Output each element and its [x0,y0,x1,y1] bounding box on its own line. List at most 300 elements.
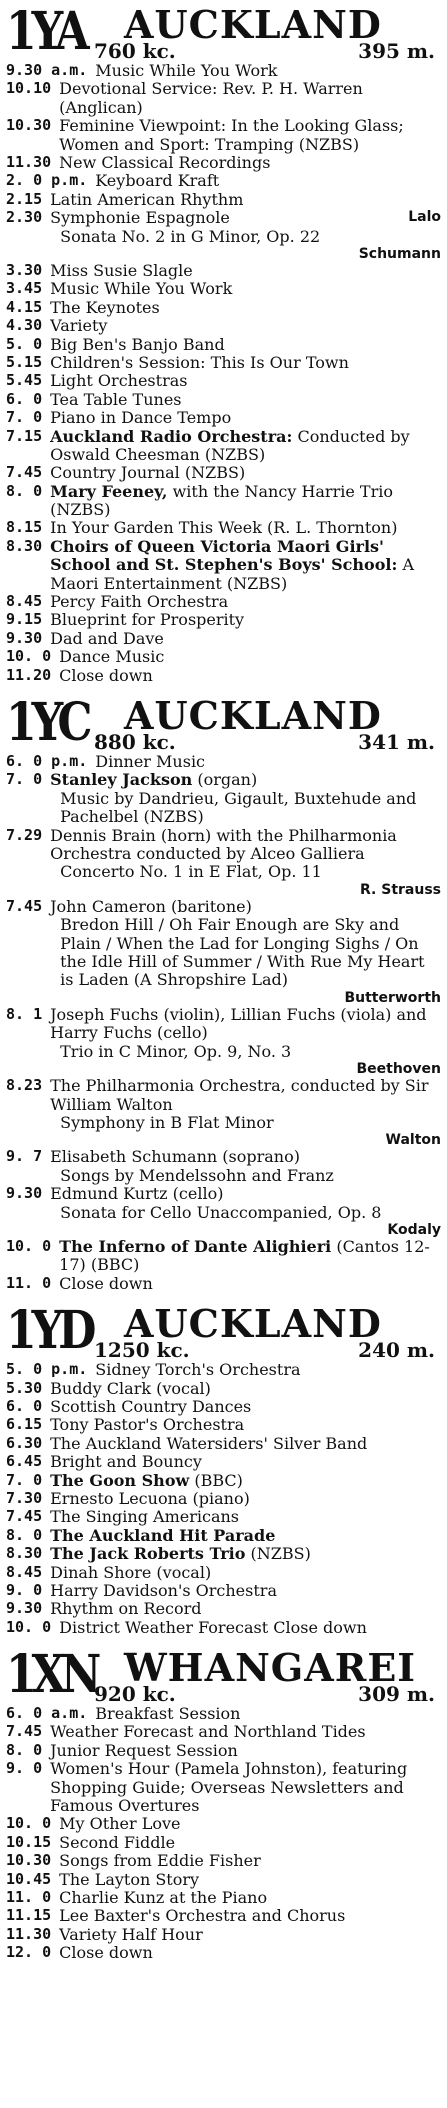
programme-item [6,1453,441,1471]
programme-item [6,1907,441,1925]
programme-time: 8. 1 [6,1004,43,1023]
programme-text [59,1852,441,1870]
programme-text [50,1398,441,1416]
programme-title [59,154,441,172]
programme-item [6,1760,441,1815]
programme-title-text: with the Nancy Harrie Trio (NZBS) [50,481,393,520]
programme-title-text: Percy Faith Orchestra [50,592,229,612]
programme-composer: Kodaly [387,1221,441,1238]
programme-time: 2.15 [6,189,43,208]
programme-item [6,1564,441,1582]
programme-item [6,1944,441,1962]
programme-detail: Sonata No. 2 in G Minor, Op. 22 [60,226,321,246]
programme-text [95,753,441,771]
station-frequency: 1250 kc. [94,1338,190,1363]
programme-title-text: Devotional Service: Rev. P. H. Warren (Anglican) [59,79,363,117]
programme-composer: Beethoven [356,1061,441,1078]
programme-item [6,428,441,465]
programme-title-bold: Mary Feeney, [50,481,168,501]
programme-text [50,372,441,390]
programme-text [50,391,441,409]
programme-title-text: Tea Table Tunes [50,389,182,409]
programme-time: 8.30 [6,1544,43,1563]
programme-item [6,1742,441,1760]
programme-time: 7.30 [6,1488,43,1507]
programme-title-text: New Classical Recordings [59,152,271,172]
programme-detail: Sonata for Cello Unaccompanied, Op. 8 [60,1202,382,1222]
programme-item [6,1871,441,1889]
programme-item [6,648,441,666]
programme-title-text: Big Ben's Banjo Band [50,334,225,354]
programme-title [50,1742,441,1760]
programme-title-text: Children's Session: This Is Our Town [50,352,349,372]
programme-text [59,117,441,154]
programme-time: 6.45 [6,1452,43,1471]
programme-text [50,538,441,593]
programme-text [50,1148,441,1185]
programme-title-text: Latin American Rhythm [50,189,244,209]
programme-title-text: Close down [59,1943,153,1963]
programme-title [50,1723,441,1741]
programme-detail: Songs by Mendelssohn and Franz [60,1165,334,1185]
programme-title-text: Songs from Eddie Fisher [59,1851,261,1871]
programme-title-text: Edmund Kurtz (cello) [50,1184,224,1204]
station-section [6,1300,441,1637]
programme-title [59,1871,441,1889]
programme-title [50,1148,441,1166]
programme-item [6,464,441,482]
programme-time: 9.30 [6,628,43,647]
programme-title-text: My Other Love [59,1814,181,1834]
programme-text [59,1275,441,1293]
programme-time: 7. 0 [6,770,43,789]
programme-text [59,80,441,117]
programme-text [50,1760,441,1815]
programme-title [50,1472,441,1490]
programme-title [50,209,441,227]
programme-item [6,1238,441,1275]
programme-item [6,1834,441,1852]
programme-time: 4.30 [6,316,43,335]
station-frequency: 880 kc. [94,729,176,754]
programme-text [50,611,441,629]
programme-title [50,771,441,789]
programme-time: 12. 0 [6,1943,52,1962]
programme-text [59,1889,441,1907]
programme-title-text: Dance Music [59,647,165,667]
programme-title-text: Feminine Viewpoint: In the Looking Glass; Women and Sport: Tramping (NZBS) [59,116,404,154]
programme-item [6,209,441,262]
programme-title-text: Charlie Kunz at the Piano [59,1887,268,1907]
station-frequency: 760 kc. [94,39,176,63]
programme-item [6,630,441,648]
programme-title-text: Harry Davidson's Orchestra [50,1580,277,1600]
programme-item [6,771,441,826]
programme-text [50,280,441,298]
programme-title-text: Dinah Shore (vocal) [50,1562,212,1582]
programme-text [50,1416,441,1434]
programme-detail: Trio in C Minor, Op. 9, No. 3 [60,1041,292,1061]
programme-title-bold: The Inferno of Dante Alighieri [59,1237,332,1257]
programme-title-text: Sidney Torch's Orchestra [95,1360,301,1380]
programme-title-text: Light Orchestras [50,371,188,391]
programme-title [59,1907,441,1925]
programme-item [6,538,441,593]
programme-text [50,299,441,317]
station-section [6,1,441,685]
programme-title-text: Tony Pastor's Orchestra [50,1415,245,1435]
programme-item [6,1926,441,1944]
programme-title [59,1889,441,1907]
programme-item [6,154,441,172]
programme-text [59,1834,441,1852]
programme-title-text: Country Journal (NZBS) [50,463,246,483]
programme-text [50,1490,441,1508]
programme-time: 11.15 [6,1906,52,1925]
station-header [6,691,441,754]
programme-time: 10. 0 [6,1237,52,1256]
programme-time: 8.15 [6,518,43,537]
programme-text [50,1435,441,1453]
programme-title [59,667,441,685]
programme-title [50,317,441,335]
programme-detail: Music by Dandrieu, Gigault, Buxtehude and Pachelbel (NZBS) [60,788,417,827]
programme-title [50,1600,441,1618]
programme-text [50,483,441,520]
programme-text [59,1944,441,1962]
programme-title [95,1361,441,1379]
programme-time: 8.23 [6,1076,43,1095]
programme-item [6,898,441,1006]
programme-time: 5.45 [6,371,43,390]
programme-text [50,771,441,826]
programme-composer: Schumann [358,245,441,262]
programme-title-text: Music While You Work [50,279,233,299]
programme-text [95,62,441,80]
programme-title [50,391,441,409]
programme-text [50,336,441,354]
programme-title [50,1435,441,1453]
programme-item [6,1705,441,1723]
programme-time: 7.45 [6,1722,43,1741]
programme-item [6,1619,441,1637]
programme-title-text: Ernesto Lecuona (piano) [50,1488,250,1508]
programme-title-text: Elisabeth Schumann (soprano) [50,1147,300,1167]
programme-detail: Bredon Hill / Oh Fair Enough are Sky and Plain / When the Lad for Longing Sighs / On the Idle Hill of Summer / With Rue My Heart is Laden (A Shropshire Lad) [60,915,425,990]
programme-time: 5.15 [6,352,43,371]
programme-text [50,209,441,262]
programme-item [6,1275,441,1293]
programme-title [50,354,441,372]
programme-title-text: Piano in Dance Tempo [50,408,232,428]
programme-title [50,1582,441,1600]
programme-title-text: Close down [59,665,153,685]
programme-text [50,1006,441,1077]
programme-title [50,827,441,864]
programme-title [50,262,441,280]
programme-time: 11. 0 [6,1273,52,1292]
programme-text [59,1238,441,1275]
programme-time: 8.45 [6,1562,43,1581]
programme-time: 6.15 [6,1415,43,1434]
programme-time: 3.30 [6,261,43,279]
programme-title [50,1490,441,1508]
programme-item [6,593,441,611]
programme-time: 8. 0 [6,1525,43,1544]
programme-title-bold: The Auckland Hit Parade [50,1525,276,1545]
programme-item [6,483,441,520]
programme-time: 11. 0 [6,1887,52,1906]
programme-time: 9.15 [6,610,43,629]
programme-title [59,1619,441,1637]
programme-title-text: Variety Half Hour [59,1924,203,1944]
programme-text [50,1453,441,1471]
programme-text [50,354,441,372]
programme-title [59,1238,441,1275]
programme-title-text: (NZBS) [245,1544,311,1564]
programme-title [50,464,441,482]
programme-time: 5. 0 p.m. [6,1360,88,1379]
programme-title-text: (BBC) [189,1470,243,1490]
programme-title-text: Scottish Country Dances [50,1397,252,1416]
programme-text [59,1815,441,1833]
programme-detail: Concerto No. 1 in E Flat, Op. 11 [60,862,322,882]
programme-text [50,428,441,465]
programme-time: 6. 0 a.m. [6,1704,88,1723]
station-wavelength: 240 m. [358,1338,435,1363]
station-header [6,1300,441,1363]
programme-time: 6. 0 [6,1397,43,1415]
programme-time: 11.30 [6,152,52,171]
programme-time: 7.45 [6,463,43,482]
programme-time: 4.15 [6,297,43,316]
programme-time: 5. 0 [6,334,43,353]
programme-time: 10.45 [6,1869,52,1888]
programme-text [50,1723,441,1741]
programme-title [95,753,441,771]
programme-title-text: Breakfast Session [95,1704,241,1724]
station-city: AUCKLAND [124,2,382,47]
programme-title-text: Close down [59,1273,153,1293]
programme-text [50,191,441,209]
programme-title [50,483,441,520]
programme-item [6,667,441,685]
programme-title-bold: Choirs of Queen Victoria Maori Girls' School and St. Stephen's Boys' School: [50,536,398,575]
programme-title-text: The Auckland Watersiders' Silver Band [50,1433,368,1453]
programme-title [59,80,441,117]
programme-time: 9.30 a.m. [6,61,88,79]
programme-title [59,648,441,666]
programme-text [50,409,441,427]
programme-title-text: District Weather Forecast Close down [59,1617,367,1637]
programme-title [50,1185,441,1203]
programme-time: 9.30 [6,1184,43,1203]
programme-text [50,1508,441,1526]
programme-text [50,1185,441,1238]
programme-text [50,262,441,280]
programme-title-text: John Cameron (baritone) [50,896,252,916]
programme-title [50,1527,441,1545]
programme-item [6,1077,441,1148]
programme-time: 8. 0 [6,1740,43,1759]
station-frequency: 920 kc. [94,1682,176,1707]
programme-title [50,630,441,648]
programme-item [6,753,441,771]
programme-time: 10.15 [6,1832,52,1851]
programme-time: 10. 0 [6,647,52,666]
programme-title-bold: Auckland Radio Orchestra: [50,426,293,446]
programme-title-text: Variety [50,316,108,336]
programme-title [50,336,441,354]
programme-title-text: Women's Hour (Pamela Johnston), featuring Shopping Guide; Overseas Newsletters and Famous Overtures [50,1759,408,1816]
programme-text [50,1527,441,1545]
programme-item [6,827,441,898]
station-header [6,1,441,63]
programme-title [50,1508,441,1526]
programme-text [59,1871,441,1889]
programme-title-text: The Singing Americans [50,1507,240,1527]
programme-time: 9. 0 [6,1580,43,1599]
programme-title [95,1705,441,1723]
programme-title-text: Rhythm on Record [50,1599,202,1619]
programme-title [59,1834,441,1852]
programme-text [50,593,441,611]
programme-title-text: A Maori Entertainment (NZBS) [50,555,414,593]
programme-title-text: (organ) [192,770,258,790]
programme-item [6,1889,441,1907]
programme-text [95,172,441,190]
programme-item [6,191,441,209]
programme-item [6,1380,441,1398]
programme-title-text: Joseph Fuchs (violin), Lillian Fuchs (viola) and Harry Fuchs (cello) [50,1004,427,1043]
station-wavelength: 309 m. [358,1682,435,1707]
programme-title [59,117,441,154]
programme-title-text: Lee Baxter's Orchestra and Chorus [59,1906,346,1926]
programme-title [50,1398,441,1416]
programme-title [50,1453,441,1471]
programme-time: 7. 0 [6,1470,43,1489]
programme-text [59,1926,441,1944]
programme-title [50,1545,441,1563]
programme-text [59,154,441,172]
programme-item [6,354,441,372]
programme-text [95,1705,441,1723]
programme-item [6,62,441,80]
programme-title-text: The Keynotes [50,297,160,317]
programme-item [6,1815,441,1833]
programme-time: 2.30 [6,208,43,227]
programme-title [59,1815,441,1833]
programme-title [50,299,441,317]
programme-text [59,1619,441,1637]
programme-title [50,1380,441,1398]
programme-title-bold: Stanley Jackson [50,770,193,790]
station-wavelength: 395 m. [358,39,435,63]
programme-text [50,519,441,537]
programme-composer: Lalo [408,209,441,226]
programme-title [95,62,441,80]
programme-title [50,538,441,593]
programme-title-text: Dennis Brain (horn) with the Philharmonia Orchestra conducted by Alceo Galliera [50,825,397,863]
programme-title [50,593,441,611]
programme-title [50,1564,441,1582]
programme-item [6,172,441,190]
programme-title-text: Dinner Music [95,751,206,771]
programme-item [6,299,441,317]
programme-title-text: Music While You Work [95,61,278,80]
station-city: AUCKLAND [124,692,382,738]
programme-title [50,611,441,629]
programme-text [50,1564,441,1582]
programme-title [50,1077,441,1114]
programme-time: 8.45 [6,592,43,611]
station-city: AUCKLAND [124,1301,382,1347]
programme-title-text: The Layton Story [59,1869,200,1889]
programme-title [95,172,441,190]
programme-title [59,1852,441,1870]
programme-item [6,1006,441,1077]
programme-title-text: Weather Forecast and Northland Tides [50,1722,366,1742]
programme-time: 10.30 [6,116,52,135]
station-wavelength: 341 m. [358,729,435,754]
programme-text [50,827,441,898]
programme-item [6,336,441,354]
programme-text [50,1545,441,1563]
programme-detail: Symphony in B Flat Minor [60,1112,274,1132]
programme-item [6,1852,441,1870]
programme-item [6,1600,441,1618]
programme-time: 9. 7 [6,1147,43,1166]
programme-text [50,898,441,1006]
programme-title-text: Buddy Clark (vocal) [50,1378,211,1398]
programme-text [50,317,441,335]
programme-time: 6. 0 p.m. [6,751,88,770]
programme-item [6,1723,441,1741]
programme-time: 6.30 [6,1433,43,1452]
programme-composer: Butterworth [344,989,441,1006]
programme-item [6,1416,441,1434]
programme-item [6,391,441,409]
programme-text [59,1907,441,1925]
programme-title [59,1275,441,1293]
programme-text [50,1077,441,1148]
station-callsign: 1YC [6,691,88,753]
programme-text [95,1361,441,1379]
programme-item [6,409,441,427]
programme-time: 7.45 [6,1507,43,1526]
station-callsign: 1YA [6,1,85,62]
programme-text [59,648,441,666]
programme-title [50,280,441,298]
programme-title [50,898,441,916]
programme-item [6,1472,441,1490]
programme-time: 8. 0 [6,481,43,500]
programme-item [6,317,441,335]
programme-title-text: Conducted by Oswald Cheesman (NZBS) [50,426,410,464]
programme-title-bold: The Goon Show [50,1470,190,1490]
programme-text [50,1742,441,1760]
programme-item [6,1582,441,1600]
programme-title-text: (Cantos 12-17) (BBC) [59,1237,430,1275]
programme-title-text: Junior Request Session [50,1740,238,1760]
programme-time: 9. 0 [6,1759,43,1778]
programme-item [6,117,441,154]
programme-time: 10. 0 [6,1617,52,1636]
station-callsign: 1XN [6,1644,97,1706]
programme-text [50,1472,441,1490]
programme-item [6,280,441,298]
programme-text [50,1600,441,1618]
